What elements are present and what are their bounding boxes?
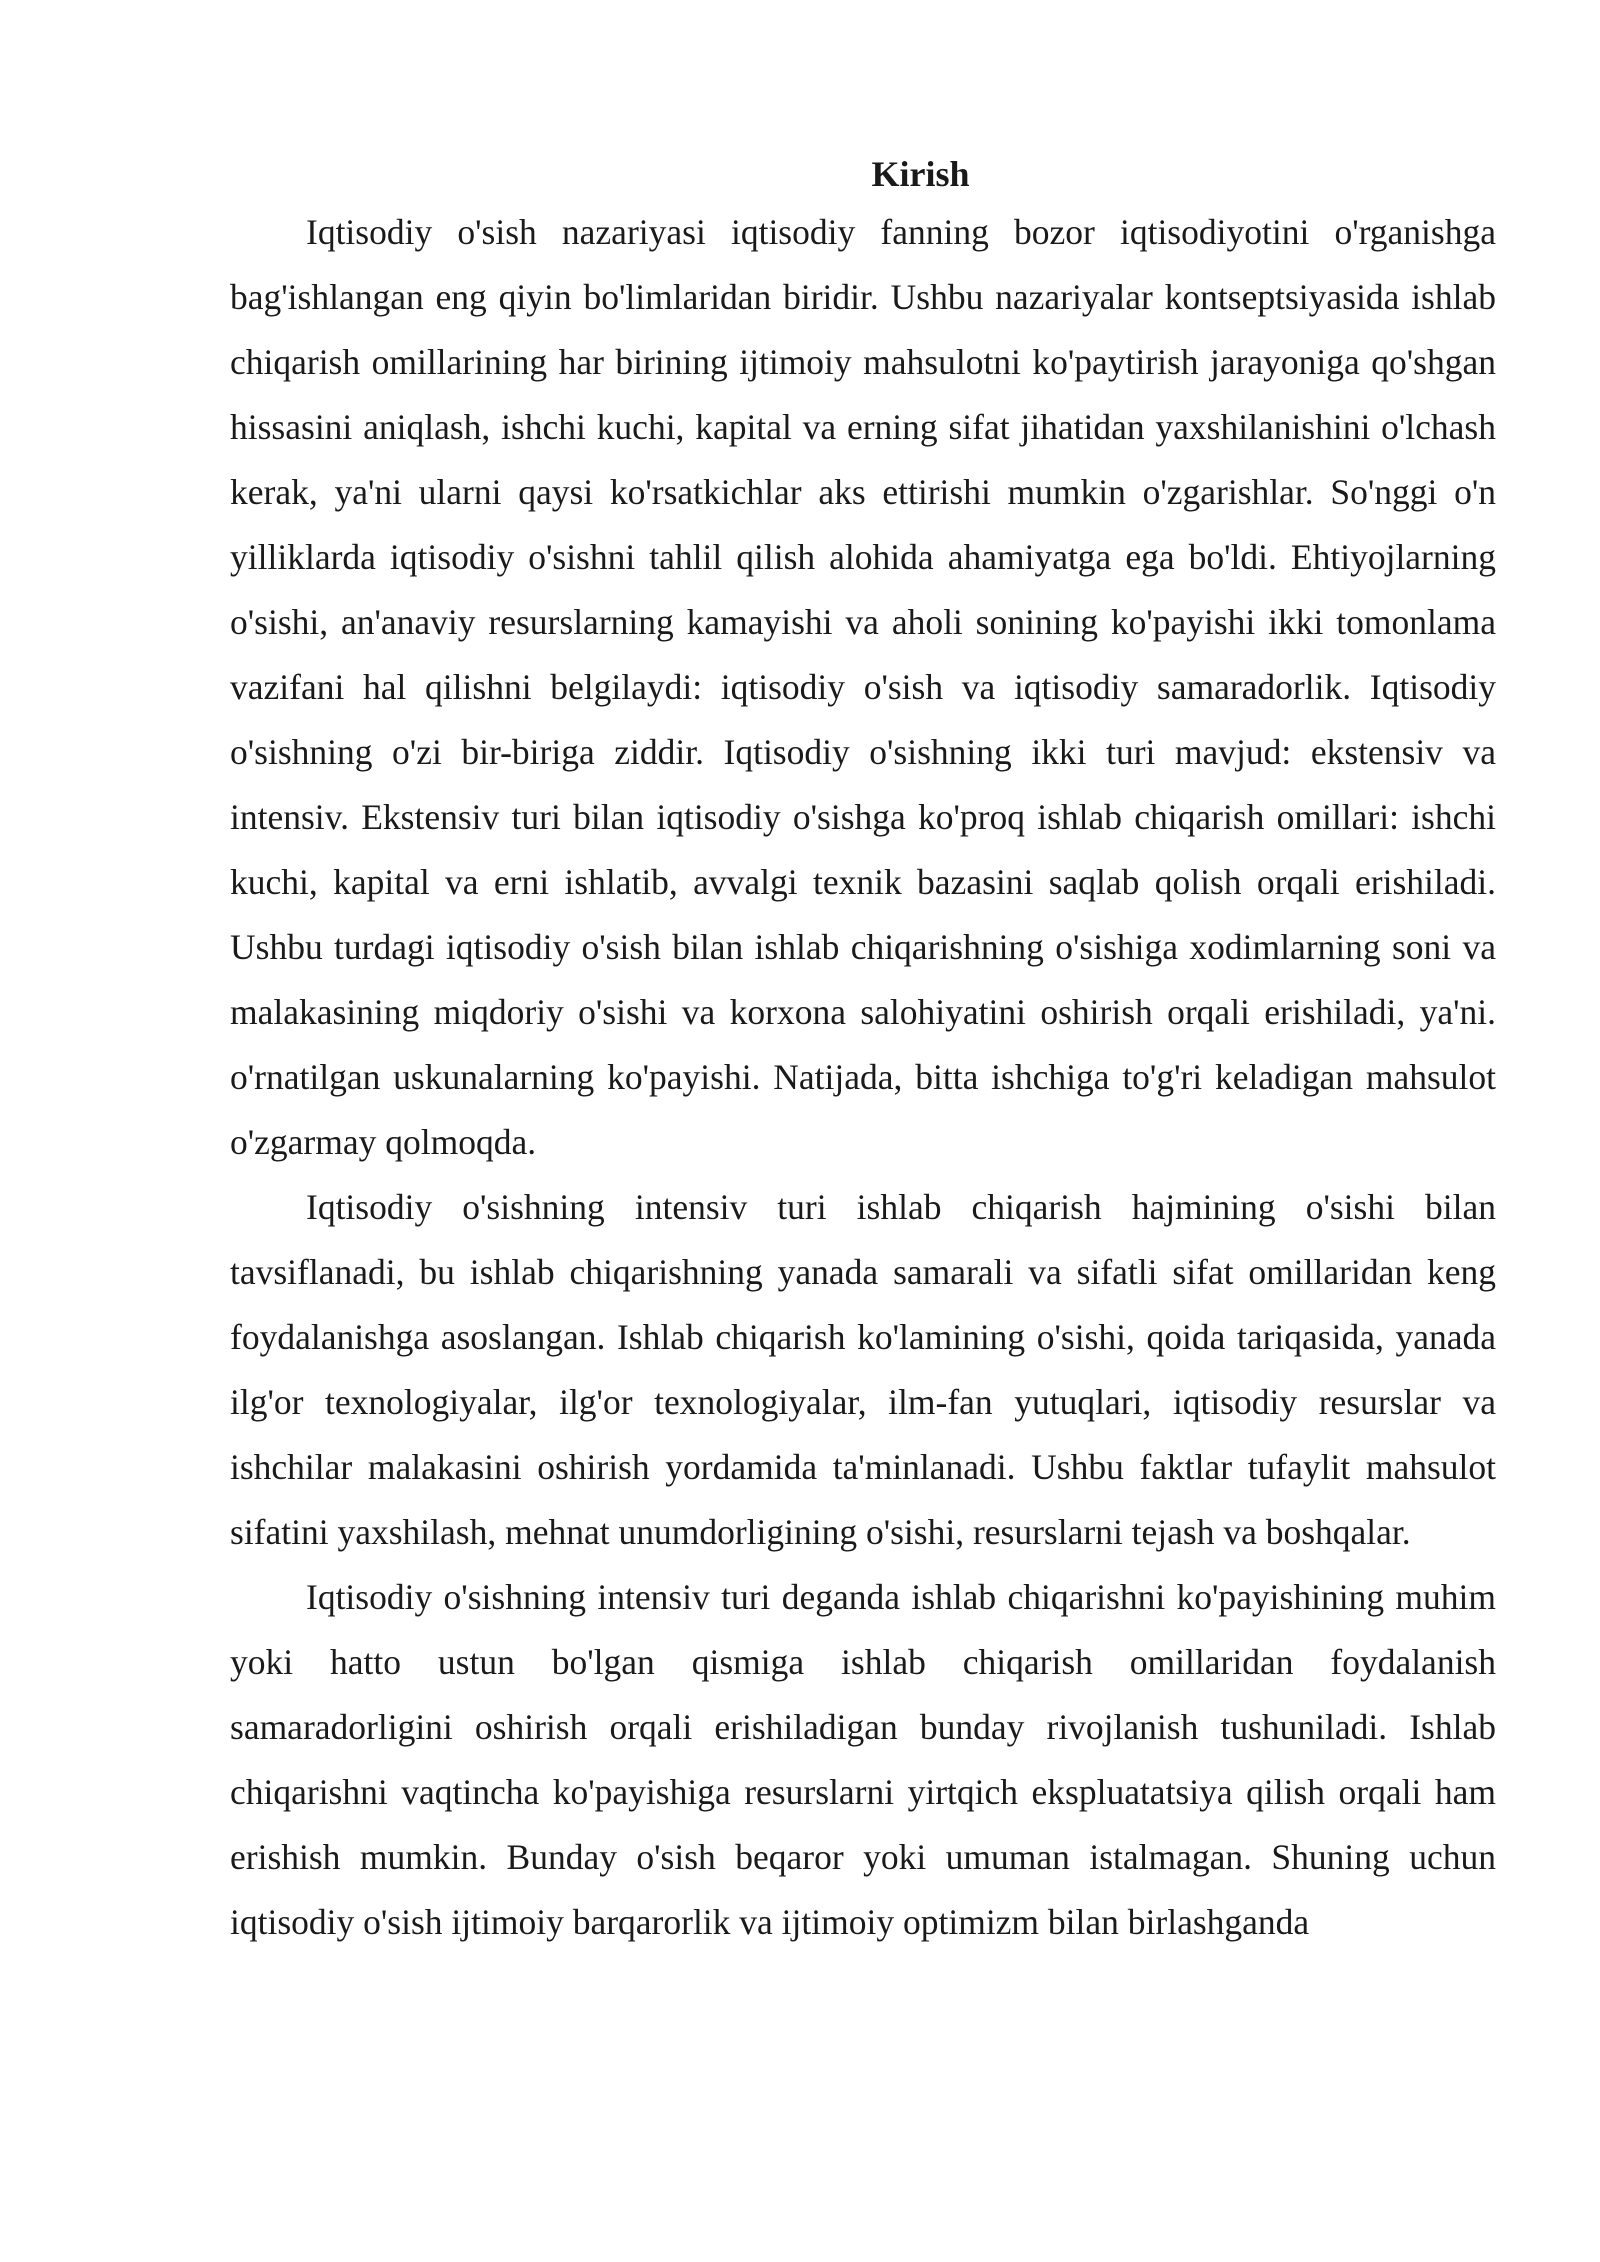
paragraph-2: Iqtisodiy o'sishning intensiv turi ishlab chiqarish hajmining o'sishi bilan tavsiflanadi, bu ishlab chiqarishning yanada samarali va sifatli sifat omillaridan keng foydalanishga asoslangan. Ishlab chiqarish ko'lamining o'sishi, qoida tariqasida, yanada ilg'or texnologiyalar, ilg'or texnologiyalar, ilm-fan yutuqlari, iqtisodiy resurslar va ishchilar malakasini oshirish yordamida ta'minlanadi. Ushbu faktlar tufaylit mahsulot sifatini yaxshilash, mehnat unumdorligining o'sishi, resurslarni tejash va boshqalar. <box>230 1187 1496 1552</box>
document-body <box>230 148 1496 1955</box>
paragraph-3: Iqtisodiy o'sishning intensiv turi deganda ishlab chiqarishni ko'payishining muhim yoki hatto ustun bo'lgan qismiga ishlab chiqarish omillaridan foydalanish samaradorligini oshirish orqali erishiladigan bunday rivojlanish tushuniladi. Ishlab chiqarishni vaqtincha ko'payishiga resurslarni yirtqich ekspluatatsiya qilish orqali ham erishish mumkin. Bunday o'sish beqaror yoki umuman istalmagan. Shuning uchun iqtisodiy o'sish ijtimoiy barqarorlik va ijtimoiy optimizm bilan birlashganda <box>230 1577 1496 1942</box>
paragraph-1: Iqtisodiy o'sish nazariyasi iqtisodiy fanning bozor iqtisodiyotini o'rganishga bag'ishlangan eng qiyin bo'limlaridan biridir. Ushbu nazariyalar kontseptsiyasida ishlab chiqarish omillarining har birining ijtimoiy mahsulotni ko'paytirish jarayoniga qo'shgan hissasini aniqlash, ishchi kuchi, kapital va erning sifat jihatidan yaxshilanishini o'lchash kerak, ya'ni ularni qaysi ko'rsatkichlar aks ettirishi mumkin o'zgarishlar. So'nggi o'n yilliklarda iqtisodiy o'sishni tahlil qilish alohida ahamiyatga ega bo'ldi. Ehtiyojlarning o'sishi, an'anaviy resurslarning kamayishi va aholi sonining ko'payishi ikki tomonlama vazifani hal qilishni belgilaydi: iqtisodiy o'sish va iqtisodiy samaradorlik. Iqtisodiy o'sishning o'zi bir-biriga ziddir. Iqtisodiy o'sishning ikki turi mavjud: ekstensiv va intensiv. Ekstensiv turi bilan iqtisodiy o'sishga ko'proq ishlab chiqarish omillari: ishchi kuchi, kapital va erni ishlatib, avvalgi texnik bazasini saqlab qolish orqali erishiladi. Ushbu turdagi iqtisodiy o'sish bilan ishlab chiqarishning o'sishiga xodimlarning soni va malakasining miqdoriy o'sishi va korxona salohiyatini oshirish orqali erishiladi, ya'ni. o'rnatilgan uskunalarning ko'payishi. Natijada, bitta ishchiga to'g'ri keladigan mahsulot o'zgarmay qolmoqda. <box>230 212 1496 1162</box>
page-title: Kirish <box>871 154 970 194</box>
